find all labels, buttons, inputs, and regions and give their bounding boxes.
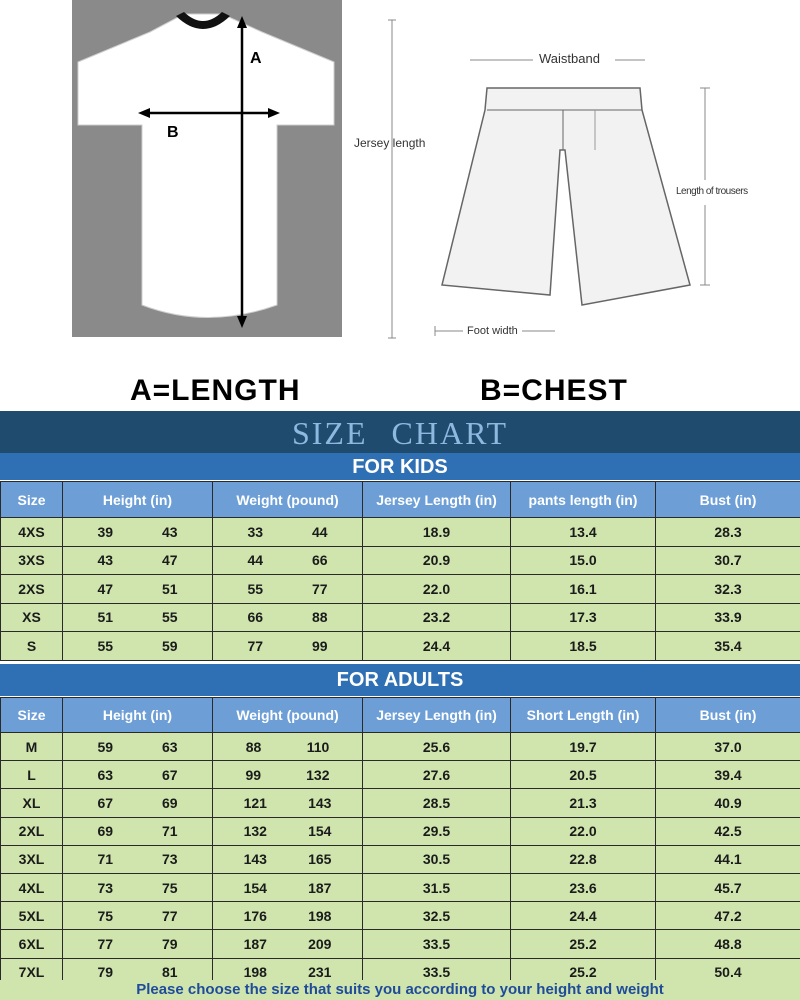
waistband-label: Waistband [539,51,600,66]
col-size: Size [1,698,63,733]
table-row [1,518,800,547]
height-max: 75 [161,879,178,896]
weight-min: 143 [243,851,267,868]
weight-min: 121 [243,794,267,811]
bust-cell: 39.4 [656,761,800,789]
weight-max: 165 [308,851,332,868]
pants-length-cell: 24.4 [511,902,656,930]
weight-min: 132 [243,823,267,840]
height-max: 55 [161,609,178,626]
height-cell [63,632,213,661]
weight-cell [213,789,363,817]
jersey-length-cell: 32.5 [363,902,511,930]
legend-chest: B=CHEST [480,374,628,407]
height-max: 81 [161,964,178,981]
height-min: 69 [97,823,114,840]
size-cell: XS [1,603,63,632]
pants-length-cell: 22.0 [511,817,656,845]
size-cell: 5XL [1,902,63,930]
pants-length-cell: 15.0 [511,546,656,575]
height-max: 77 [161,907,178,924]
weight-min: 33 [247,523,264,540]
height-min: 55 [97,637,114,654]
pants-length-cell: 25.2 [511,930,656,958]
bust-cell: 32.3 [656,575,800,604]
weight-max: 77 [311,580,328,597]
jersey-length-cell: 29.5 [363,817,511,845]
weight-cell [213,873,363,901]
height-cell [63,733,213,761]
height-max: 71 [161,823,178,840]
label-b: B [167,124,179,141]
size-cell: 3XL [1,845,63,873]
jersey-illustration [72,0,342,337]
height-max: 47 [161,552,178,569]
jersey-length-cell: 23.2 [363,603,511,632]
weight-min: 44 [247,552,264,569]
weight-max: 187 [308,879,332,896]
pants-length-cell: 22.8 [511,845,656,873]
weight-min: 187 [243,935,267,952]
weight-cell [213,845,363,873]
pants-length-cell: 23.6 [511,873,656,901]
kids-header-row [1,482,800,518]
pants-length-cell: 20.5 [511,761,656,789]
weight-max: 110 [306,738,330,755]
jersey-length-cell: 25.6 [363,733,511,761]
weight-max: 99 [311,637,328,654]
table-row [1,632,800,661]
kids-section-heading: FOR KIDS [0,453,800,480]
legend-length: A=LENGTH [130,374,301,407]
height-cell [63,789,213,817]
pants-length-cell: 25.2 [511,958,656,986]
table-row [1,902,800,930]
bust-cell: 28.3 [656,518,800,547]
size-cell: 3XS [1,546,63,575]
weight-min: 99 [245,766,262,783]
col-weight: Weight (pound) [213,698,363,733]
height-cell [63,902,213,930]
height-cell [63,603,213,632]
height-min: 51 [97,609,114,626]
foot-width-label: Foot width [467,325,518,337]
col-pants-length: pants length (in) [511,482,656,518]
jersey-length-cell: 22.0 [363,575,511,604]
weight-max: 143 [308,794,332,811]
weight-cell [213,575,363,604]
size-chart-title: SIZE CHART [0,411,800,453]
weight-min: 77 [247,637,264,654]
table-row [1,575,800,604]
bust-cell: 45.7 [656,873,800,901]
weight-max: 209 [308,935,332,952]
table-row [1,930,800,958]
weight-cell [213,546,363,575]
col-bust: Bust (in) [656,698,800,733]
size-cell: 6XL [1,930,63,958]
height-min: 47 [97,580,114,597]
bust-cell: 50.4 [656,958,800,986]
kids-size-table [0,481,800,661]
table-row [1,546,800,575]
height-min: 59 [97,738,114,755]
height-min: 73 [97,879,114,896]
size-cell: 4XL [1,873,63,901]
weight-cell [213,733,363,761]
height-cell [63,817,213,845]
height-min: 75 [97,907,114,924]
height-min: 79 [97,964,114,981]
weight-max: 231 [308,964,332,981]
height-cell [63,930,213,958]
footer-note: Please choose the size that suits you according to your height and weight [0,980,800,1000]
height-max: 67 [161,766,178,783]
pants-length-cell: 21.3 [511,789,656,817]
pants-length-cell: 16.1 [511,575,656,604]
height-max: 69 [161,794,178,811]
table-row [1,873,800,901]
height-max: 43 [161,523,178,540]
table-row [1,789,800,817]
weight-cell [213,902,363,930]
table-row [1,761,800,789]
height-max: 79 [161,935,178,952]
label-a: A [250,50,262,67]
bust-cell: 47.2 [656,902,800,930]
weight-min: 198 [243,964,267,981]
weight-cell [213,632,363,661]
jersey-length-label: Jersey length [354,136,426,150]
jersey-length-cell: 18.9 [363,518,511,547]
weight-min: 88 [245,738,262,755]
height-min: 43 [97,552,114,569]
weight-min: 176 [243,907,267,924]
bust-cell: 30.7 [656,546,800,575]
weight-cell [213,518,363,547]
jersey-length-cell: 27.6 [363,761,511,789]
weight-max: 132 [306,766,330,783]
col-size: Size [1,482,63,518]
height-min: 71 [97,851,114,868]
jersey-length-cell: 33.5 [363,930,511,958]
jersey-length-cell: 31.5 [363,873,511,901]
height-min: 63 [97,766,114,783]
pants-length-cell: 17.3 [511,603,656,632]
weight-max: 44 [311,523,328,540]
size-cell: M [1,733,63,761]
col-weight: Weight (pound) [213,482,363,518]
weight-min: 55 [247,580,264,597]
jersey-length-cell: 24.4 [363,632,511,661]
weight-max: 198 [308,907,332,924]
col-short-length: Short Length (in) [511,698,656,733]
adults-size-table [0,697,800,987]
bust-cell: 35.4 [656,632,800,661]
height-min: 77 [97,935,114,952]
table-row [1,817,800,845]
weight-cell [213,930,363,958]
weight-max: 66 [311,552,328,569]
weight-cell [213,761,363,789]
height-min: 67 [97,794,114,811]
col-bust: Bust (in) [656,482,800,518]
height-min: 39 [97,523,114,540]
col-height: Height (in) [63,698,213,733]
height-cell [63,873,213,901]
weight-min: 66 [247,609,264,626]
bust-cell: 42.5 [656,817,800,845]
table-row [1,733,800,761]
table-row [1,845,800,873]
size-cell: 2XS [1,575,63,604]
bust-cell: 48.8 [656,930,800,958]
height-cell [63,518,213,547]
height-cell [63,845,213,873]
bust-cell: 40.9 [656,789,800,817]
col-jersey-length: Jersey Length (in) [363,698,511,733]
weight-max: 88 [311,609,328,626]
col-jersey-length: Jersey Length (in) [363,482,511,518]
height-max: 73 [161,851,178,868]
size-cell: 2XL [1,817,63,845]
jersey-length-cell: 28.5 [363,789,511,817]
bust-cell: 37.0 [656,733,800,761]
adults-header-row [1,698,800,733]
height-max: 59 [161,637,178,654]
weight-cell [213,817,363,845]
weight-max: 154 [308,823,332,840]
size-cell: L [1,761,63,789]
size-cell: 4XS [1,518,63,547]
jersey-diagram [72,0,342,337]
height-cell [63,761,213,789]
bust-cell: 33.9 [656,603,800,632]
height-max: 51 [161,580,178,597]
size-cell: 7XL [1,958,63,986]
size-cell: S [1,632,63,661]
height-cell [63,546,213,575]
height-max: 63 [161,738,178,755]
weight-min: 154 [243,879,267,896]
pants-length-cell: 18.5 [511,632,656,661]
col-height: Height (in) [63,482,213,518]
pants-length-cell: 19.7 [511,733,656,761]
height-cell [63,575,213,604]
bust-cell: 44.1 [656,845,800,873]
weight-cell [213,603,363,632]
jersey-length-cell: 33.5 [363,958,511,986]
jersey-length-cell: 30.5 [363,845,511,873]
jersey-length-cell: 20.9 [363,546,511,575]
table-row [1,603,800,632]
size-cell: XL [1,789,63,817]
adults-section-heading: FOR ADULTS [0,664,800,696]
pants-length-cell: 13.4 [511,518,656,547]
trousers-length-label: Length of trousers [676,186,748,197]
